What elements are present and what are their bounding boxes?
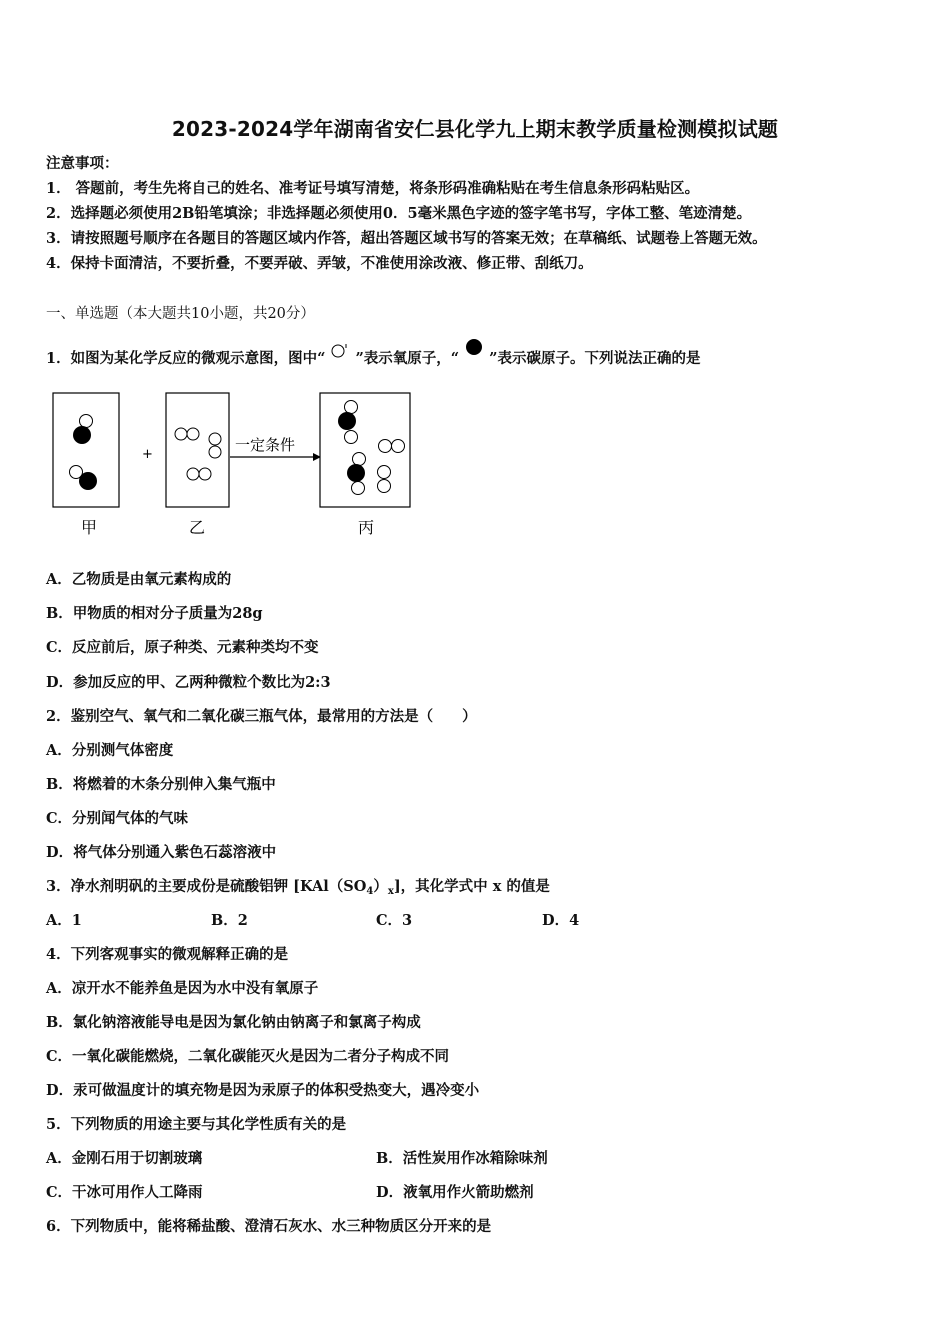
oxygen-atom-icon [378,480,391,493]
oxygen-atom-icon [187,428,199,440]
q3-stem-part: ） [373,878,388,895]
notes-heading: 注意事项： [46,155,119,172]
option: A．乙物质是由氧元素构成的 [46,571,232,588]
option: B．将燃着的木条分别伸入集气瓶中 [46,776,276,793]
option: C．3 [376,912,413,929]
option: D．参加反应的甲、乙两种微粒个数比为2:3 [46,674,331,691]
q3-stem-part: 3．净水剂明矾的主要成份是硫酸铝钾 [KAl（SO [46,878,367,895]
option: C．一氧化碳能燃烧，二氧化碳能灭火是因为二者分子构成不同 [46,1048,450,1065]
question-5-stem: 5．下列物质的用途主要与其化学性质有关的是 [46,1116,347,1133]
label-bing: 丙 [358,518,375,537]
oxygen-atom-icon [345,401,358,414]
carbon-atom-icon [347,464,365,482]
oxygen-atom-icon [209,446,221,458]
oxygen-atom-icon [392,440,405,453]
question-6-stem: 6．下列物质中，能将稀盐酸、澄清石灰水、水三种物质区分开来的是 [46,1218,492,1235]
carbon-atom-icon [459,339,489,367]
carbon-atom-icon [338,412,356,430]
option: D．将气体分别通入紫色石蕊溶液中 [46,844,277,861]
q1-stem-part: ”表示氧原子，“ [355,350,460,367]
option: A．金刚石用于切割玻璃 [46,1150,203,1167]
option: D．液氧用作火箭助燃剂 [376,1184,534,1201]
oxygen-atom-icon [80,415,93,428]
oxygen-atom-icon [175,428,187,440]
oxygen-atom-icon [325,343,355,367]
q1-stem-part: 1．如图为某化学反应的微观示意图，图中“ [46,350,326,367]
label-yi: 乙 [189,518,206,537]
q1-stem-part: ”表示碳原子。下列说法正确的是 [489,350,701,367]
section-heading: 一、单选题（本大题共10小题，共20分） [46,306,315,322]
question-4-stem: 4．下列客观事实的微观解释正确的是 [46,946,289,963]
option: A．分别测气体密度 [46,742,174,759]
carbon-atom-icon [79,472,97,490]
question-2-stem: 2．鉴别空气、氧气和二氧化碳三瓶气体，最常用的方法是（ ） [46,708,477,725]
option: C．反应前后，原子种类、元素种类均不变 [46,639,319,656]
question-1-stem [46,339,700,368]
option: B．氯化钠溶液能导电是因为氯化钠由钠离子和氯离子构成 [46,1014,421,1031]
q3-subscript: x [387,886,394,897]
oxygen-atom-icon [353,453,366,466]
option: D．4 [542,912,580,929]
box-jia [53,393,119,507]
q3-stem-part: ]，其化学式中 x 的值是 [393,878,550,895]
plus-sign: + [142,447,153,462]
oxygen-atom-icon [352,482,365,495]
label-jia: 甲 [81,518,98,537]
option: C．干冰可用作人工降雨 [46,1184,203,1201]
option: C．分别闻气体的气味 [46,810,189,827]
note-item: 4．保持卡面清洁，不要折叠，不要弄破、弄皱，不准使用涂改液、修正带、刮纸刀。 [46,255,593,272]
page-title: 2023-2024学年湖南省安仁县化学九上期末教学质量检测模拟试题 [171,117,779,141]
oxygen-atom-icon [187,468,199,480]
oxygen-atom-icon [378,466,391,479]
oxygen-atom-icon [345,431,358,444]
option: B．甲物质的相对分子质量为28g [46,605,263,622]
option: B．2 [211,912,248,929]
option: B．活性炭用作冰箱除味剂 [376,1150,548,1167]
reaction-diagram [40,380,430,550]
arrow-label: 一定条件 [235,436,296,454]
oxygen-atom-icon [379,440,392,453]
note-item: 2．选择题必须使用2B铅笔填涂；非选择题必须使用0．5毫米黑色字迹的签字笔书写，字体工整、笔迹清楚。 [46,205,752,222]
q3-subscript: 4 [366,886,374,897]
oxygen-atom-icon [199,468,211,480]
carbon-atom-icon [73,426,91,444]
note-item: 1． 答题前，考生先将自己的姓名、准考证号填写清楚，将条形码准确粘贴在考生信息条形码粘贴区。 [46,180,700,197]
option: A．凉开水不能养鱼是因为水中没有氧原子 [46,980,319,997]
oxygen-atom-icon [209,433,221,445]
option: A．1 [46,912,82,929]
question-3-stem [46,875,550,897]
note-item: 3．请按照题号顺序在各题目的答题区域内作答，超出答题区域书写的答案无效；在草稿纸、试题卷上答题无效。 [46,230,767,247]
option: D．汞可做温度计的填充物是因为汞原子的体积受热变大，遇冷变小 [46,1082,480,1099]
